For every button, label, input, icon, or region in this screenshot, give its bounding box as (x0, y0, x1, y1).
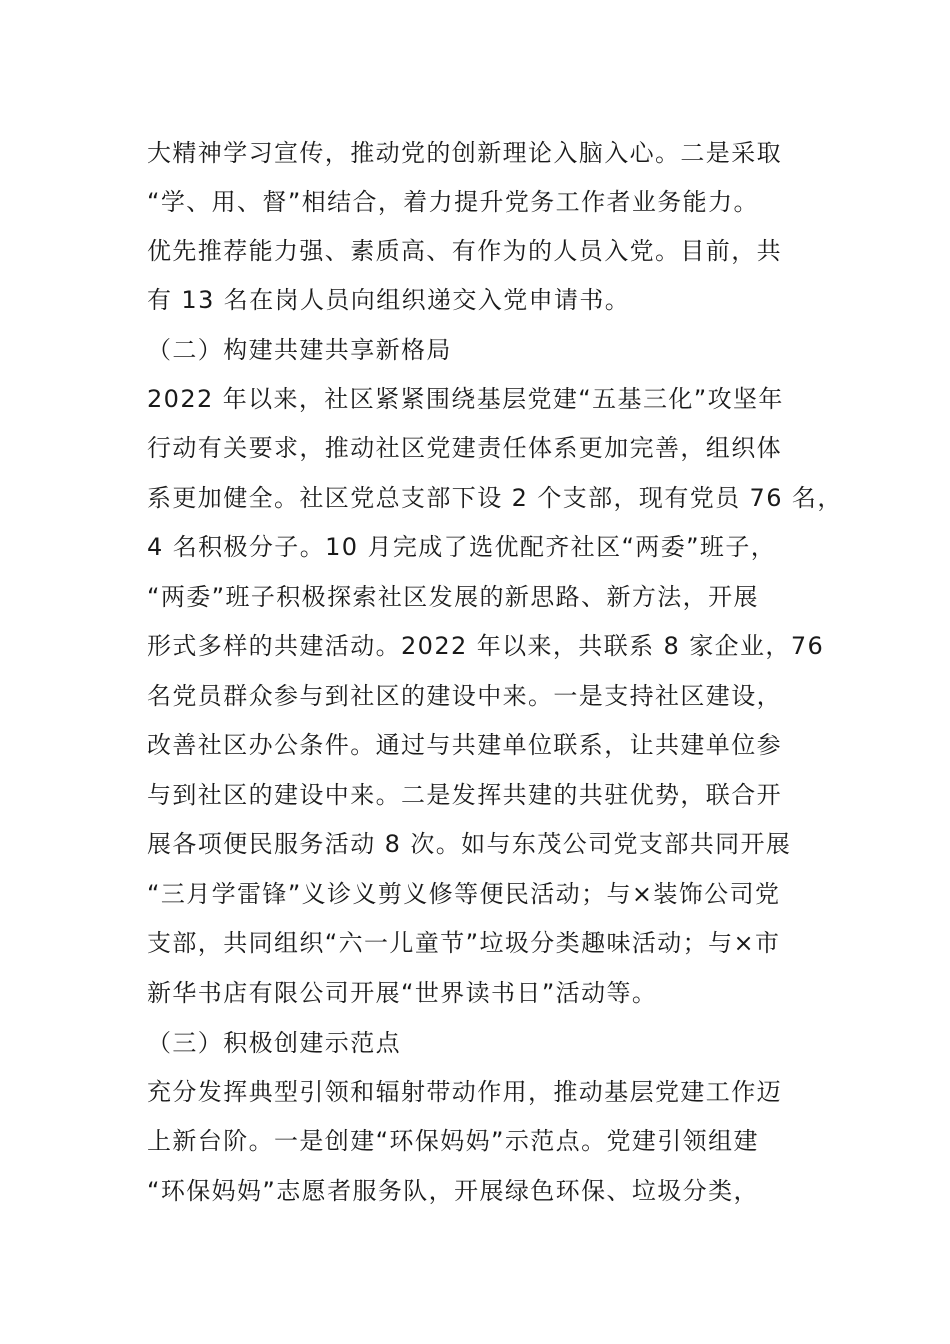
section-heading: （三）积极创建示范点 (147, 1029, 401, 1057)
text-line: 优先推荐能力强、素质高、有作为的人员入党。目前，共 (147, 237, 782, 265)
text-line: 支部，共同组织“六一儿童节”垃圾分类趣味活动；与×市 (147, 929, 781, 957)
text-line: 形式多样的共建活动。2022 年以来，共联系 8 家企业，76 (147, 632, 825, 660)
text-line: 新华书店有限公司开展“世界读书日”活动等。 (147, 979, 658, 1007)
text-line: 系更加健全。社区党总支部下设 2 个支部，现有党员 76 名， (147, 484, 843, 512)
text-line: “三月学雷锋”义诊义剪义修等便民活动；与×装饰公司党 (147, 880, 781, 908)
text-line: 2022 年以来，社区紧紧围绕基层党建“五基三化”攻坚年 (147, 385, 784, 413)
text-line: 充分发挥典型引领和辐射带动作用，推动基层党建工作迈 (147, 1078, 782, 1106)
text-line: “环保妈妈”志愿者服务队，开展绿色环保、垃圾分类， (147, 1177, 759, 1205)
text-line: 改善社区办公条件。通过与共建单位联系，让共建单位参 (147, 731, 782, 759)
text-line: “两委”班子积极探索社区发展的新思路、新方法，开展 (147, 583, 759, 611)
text-line: 有 13 名在岗人员向组织递交入党申请书。 (147, 286, 631, 314)
section-heading: （二）构建共建共享新格局 (147, 336, 452, 364)
text-line: 上新台阶。一是创建“环保妈妈”示范点。党建引领组建 (147, 1127, 759, 1155)
text-line: “学、用、督”相结合，着力提升党务工作者业务能力。 (147, 188, 759, 216)
text-line: 名党员群众参与到社区的建设中来。一是支持社区建设， (147, 682, 782, 710)
text-line: 行动有关要求，推动社区党建责任体系更加完善，组织体 (147, 434, 782, 462)
text-line: 展各项便民服务活动 8 次。如与东茂公司党支部共同开展 (147, 830, 792, 858)
text-line: 4 名积极分子。10 月完成了选优配齐社区“两委”班子， (147, 533, 777, 561)
text-line: 与到社区的建设中来。二是发挥共建的共驻优势，联合开 (147, 781, 782, 809)
text-line: 大精神学习宣传，推动党的创新理论入脑入心。二是采取 (147, 139, 782, 167)
